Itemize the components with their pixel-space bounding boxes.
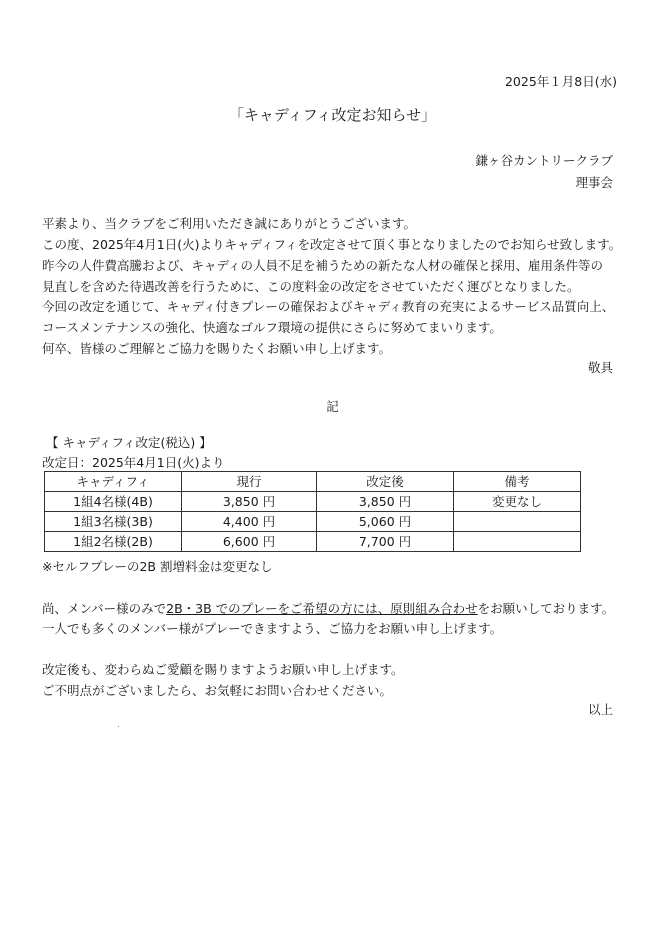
intro-line: この度、2025年4月1日(火)よりキャディフィを改定させて頂く事となりましたのでお知らせ致します。 bbox=[42, 237, 622, 252]
revised-fee-cell: 7,700 円 bbox=[317, 532, 454, 552]
final-line: ご不明点がございましたら、お気軽にお問い合わせください。 bbox=[42, 683, 393, 698]
header-cell: 現行 bbox=[182, 472, 317, 492]
member-notice-line bbox=[42, 599, 614, 617]
note-cell: 変更なし bbox=[454, 492, 581, 512]
table-header-row bbox=[45, 472, 581, 492]
header-cell: 備考 bbox=[454, 472, 581, 492]
final-line: 改定後も、変わらぬご愛顧を賜りますようお願い申し上げます。 bbox=[42, 662, 404, 677]
current-fee-cell: 3,850 円 bbox=[182, 492, 317, 512]
intro-line: 今回の改定を通じて、キャディ付きプレーの確保およびキャディ教育の充実によるサービス品質向上、 bbox=[42, 299, 615, 314]
table-row bbox=[45, 492, 581, 512]
organization-department: 理事会 bbox=[575, 175, 613, 190]
fee-table bbox=[44, 471, 581, 552]
group-cell: 1組3名様(3B) bbox=[45, 512, 182, 532]
effective-date: 改定日：2025年4月1日(火)より bbox=[42, 455, 225, 470]
intro-line: コースメンテナンスの強化、快適なゴルフ環境の提供にさらに努めてまいります。 bbox=[42, 320, 502, 335]
table-row bbox=[45, 532, 581, 552]
closing-ijou: 以上 bbox=[587, 702, 613, 717]
ki-marker: 記 bbox=[326, 399, 339, 414]
note-cell bbox=[454, 512, 581, 532]
group-cell: 1組4名様(4B) bbox=[45, 492, 182, 512]
revised-fee-cell: 5,060 円 bbox=[317, 512, 454, 532]
document-title: 「キャディフィ改定お知らせ」 bbox=[228, 106, 437, 124]
member-notice-emphasis: 2B・3B でのプレーをご希望の方には、原則組み合わせ bbox=[166, 601, 478, 616]
revised-fee-cell: 3,850 円 bbox=[317, 492, 454, 512]
member-notice-prefix: 尚、メンバー様のみで bbox=[42, 601, 167, 616]
table-row bbox=[45, 512, 581, 532]
member-notice-line: 一人でも多くのメンバー様がプレーできますよう、ご協力をお願い申し上げます。 bbox=[42, 621, 503, 636]
intro-line: 昨今の人件費高騰および、キャディの人員不足を補うための新たな人材の確保と採用、雇用条件等の bbox=[42, 258, 604, 273]
intro-line: 平素より、当クラブをご利用いただき誠にありがとうございます。 bbox=[42, 216, 417, 231]
closing-keigu: 敬具 bbox=[587, 360, 613, 375]
note-cell bbox=[454, 532, 581, 552]
intro-line: 見直しを含めた待遇改善を行うために、この度料金の改定をさせていただく運びとなりました。 bbox=[42, 279, 580, 294]
current-fee-cell: 4,400 円 bbox=[182, 512, 317, 532]
intro-line: 何卒、皆様のご理解とご協力を賜りたくお願い申し上げます。 bbox=[42, 341, 392, 356]
self-play-footnote: ※セルフプレーの2B 割増料金は変更なし bbox=[42, 559, 273, 574]
member-notice-suffix: をお願いしております。 bbox=[477, 601, 615, 616]
organization-name: 鎌ヶ谷カントリークラブ bbox=[475, 153, 613, 168]
current-fee-cell: 6,600 円 bbox=[182, 532, 317, 552]
fee-section-heading: 【 キャディフィ改定(税込) 】 bbox=[46, 435, 212, 450]
header-cell: キャディフィ bbox=[45, 472, 182, 492]
document-date: 2025年１月8日(水) bbox=[504, 74, 617, 89]
scan-speck bbox=[118, 726, 119, 727]
header-cell: 改定後 bbox=[317, 472, 454, 492]
group-cell: 1組2名様(2B) bbox=[45, 532, 182, 552]
